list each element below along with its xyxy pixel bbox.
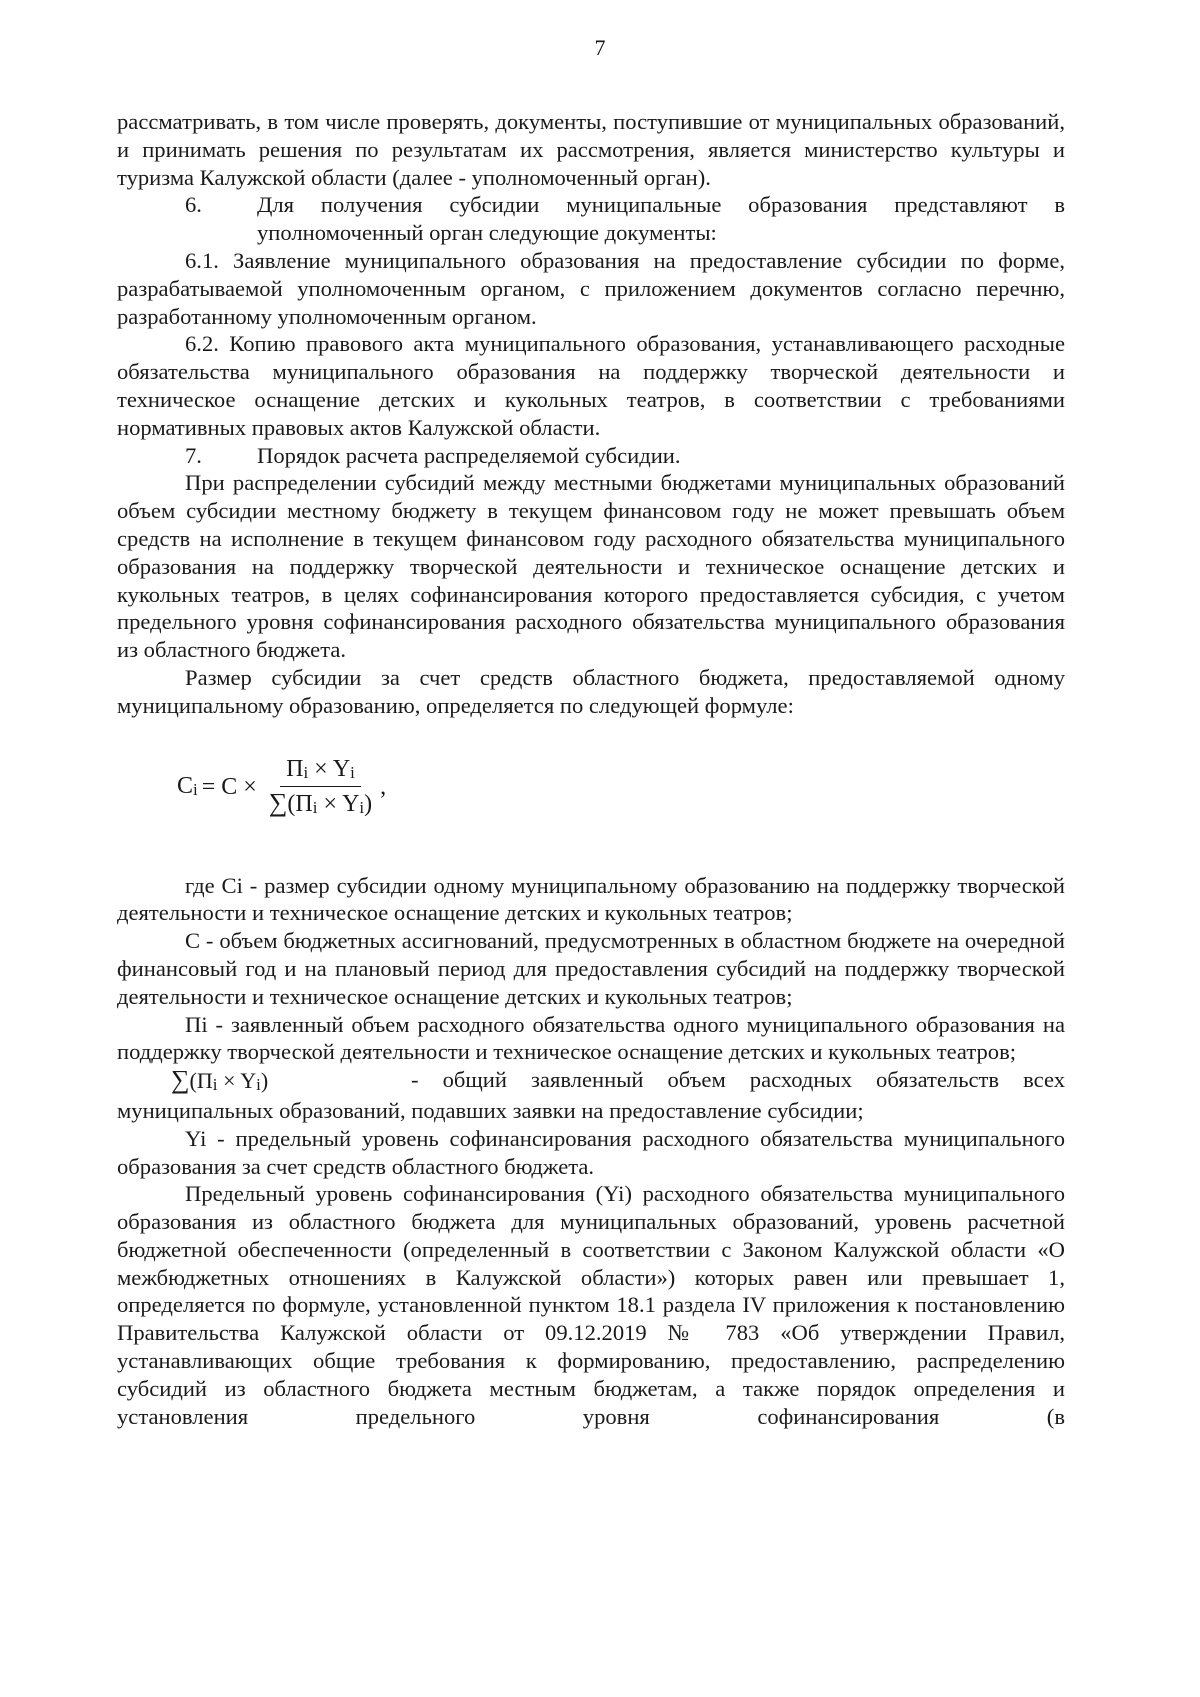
formula-lhs: Ci bbox=[177, 773, 198, 800]
paragraph-subsidy-size: Размер субсидии за счет средств областного бюджета, предоставляемой одному муниципальному образованию, определяется по следующей формуле: bbox=[117, 664, 1065, 718]
section-7-heading bbox=[117, 442, 1065, 470]
paragraph-c-definition: С - объем бюджетных ассигнований, предусмотренных в областном бюджете на очередной финансовый год и на плановый период для предоставления субсидий на поддержку творческой деятельности и техническое оснащение детских и кукольных театров; bbox=[117, 928, 1065, 1009]
section-text: Для получения субсидии муниципальные образования представляют в уполномоченный орган следующие документы: bbox=[257, 192, 1065, 246]
sum-definition-text: - общий заявленный объем расходных обязательств всех bbox=[411, 1067, 1065, 1093]
formula-block bbox=[117, 720, 1065, 872]
paragraph-authority: рассматривать, в том числе проверять, документы, поступившие от муниципальных образований, и принимать решения по результатам их рассмотрения, является министерство культуры и туризма Калужской области (далее - уполномоченный орган). bbox=[117, 109, 1065, 190]
subsidy-formula bbox=[177, 756, 386, 821]
paragraph-distribution: При распределении субсидий между местными бюджетами муниципальных образований объем субсидии местному бюджету в текущем финансовом году не может превышать объем средств на исполнение в текущем финансовом году расходного обязательства муниципального образования на поддержку творческой деятельности и техническое оснащение детских и кукольных театров, в целях софинансирования которого предоставляется субсидия, с учетом предельного уровня софинансирования расходного обязательства муниципального образования из областного бюджета. bbox=[117, 470, 1065, 663]
section-text: Порядок расчета распределяемой субсидии. bbox=[257, 442, 681, 468]
formula-trailing-comma: , bbox=[380, 773, 387, 800]
paragraph-limit-level: Предельный уровень софинансирования (Yi) расходного обязательства муниципального образования из областного бюджета для муниципальных образований, уровень расчетной бюджетной обеспеченности (определенный в соответствии с Законом Калужской области «О межбюджетных отношениях в Калужской области») которых равен или превышает 1, определяется по формуле, установленной пунктом 18.1 раздела IV приложения к постановлению Правительства Калужской области от 09.12.2019 № 783 «Об утверждении Правил, устанавливающих общие требования к формированию, предоставлению, распределению субсидий из областного бюджета местным бюджетам, а также порядок определения и установления предельного уровня софинансирования (в bbox=[117, 1181, 1065, 1429]
formula-equals: = C × bbox=[201, 773, 257, 800]
formula-numerator: Пi × Yi bbox=[280, 756, 361, 788]
document-body bbox=[117, 108, 1065, 1430]
section-number: 6. bbox=[185, 192, 202, 218]
paragraph-pi-definition: Пi - заявленный объем расходного обязательства одного муниципального образования на поддержку творческой деятельности и техническое оснащение детских и кукольных театров; bbox=[117, 1011, 1065, 1065]
formula-denominator: ∑(Пi × Yi) bbox=[268, 788, 373, 818]
paragraph-sum-continuation: муниципальных образований, подавших заявки на предоставление субсидии; bbox=[117, 1097, 864, 1123]
paragraph-yi-definition: Yi - предельный уровень софинансирования расходного обязательства муниципального образования за счет средств областного бюджета. bbox=[117, 1125, 1065, 1179]
paragraph-6-1: 6.1. Заявление муниципального образования на предоставление субсидии по форме, разрабатываемой уполномоченным органом, с приложением документов согласно перечню, разработанному уполномоченным органом. bbox=[117, 247, 1065, 329]
section-6-heading bbox=[117, 191, 1065, 247]
section-number: 7. bbox=[185, 442, 202, 468]
paragraph-ci-definition: где Ci - размер субсидии одному муниципальному образованию на поддержку творческой деятельности и техническое оснащение детских и кукольных театров; bbox=[117, 872, 1065, 926]
paragraph-6-2: 6.2. Копию правового акта муниципального образования, устанавливающего расходные обязательства муниципального образования на поддержку творческой деятельности и техническое оснащение детских и кукольных театров, в соответствии с требованиями нормативных правовых актов Калужской области. bbox=[117, 331, 1065, 440]
sum-expression: ∑(Пi × Yi) bbox=[171, 1065, 269, 1095]
paragraph-sum-definition bbox=[117, 1066, 1065, 1097]
page-number: 7 bbox=[594, 35, 606, 60]
formula-fraction bbox=[263, 756, 378, 821]
